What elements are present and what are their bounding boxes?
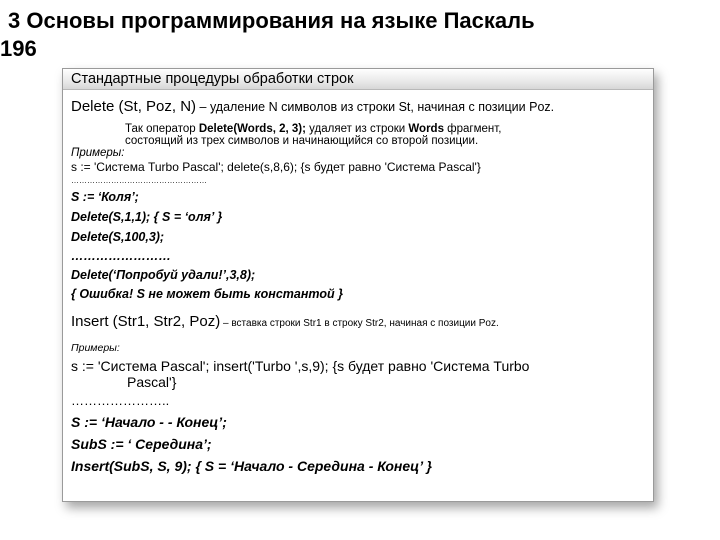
- card-title: Стандартные процедуры обработки строк: [63, 69, 653, 90]
- insert-example-line1: s := 'Система Pascal'; insert('Turbo ',s,9); {s будет равно 'Система Turbo: [71, 358, 530, 374]
- delete-note-mid: удаляет из строки: [305, 123, 409, 135]
- insert-code-line-3: Insert(SubS, S, 9); { S = ‘Начало - Середина - Конец’ }: [71, 458, 432, 474]
- delete-code-line-2: Delete(S,1,1); { S = ‘оля’ }: [71, 210, 223, 224]
- delete-code-line-6: { Ошибка! S не может быть константой }: [71, 287, 343, 301]
- page-number: 196: [0, 36, 37, 61]
- delete-note-code: Delete(Words, 2, 3);: [198, 123, 306, 135]
- delete-examples-label: Примеры:: [71, 147, 125, 159]
- delete-code-line-5: Delete(‘Попробуй удали!’,3,8);: [71, 268, 256, 282]
- insert-description: – вставка строки Str1 в строку Str2, начиная с позиции Poz.: [220, 318, 499, 329]
- page-title: 3 Основы программирования на языке Паскаль: [8, 8, 535, 33]
- delete-note-suffix: фрагмент,: [443, 123, 502, 135]
- delete-signature: Delete (St, Poz, N): [71, 98, 197, 115]
- insert-example-line2: Pascal'}: [127, 374, 177, 390]
- delete-code-line-1: S := ‘Коля’;: [71, 190, 139, 204]
- delete-note-line1: [125, 123, 501, 135]
- delete-note-prefix: Так оператор: [125, 123, 199, 135]
- insert-code-line-1: S := ‘Начало - - Конец’;: [71, 414, 227, 430]
- insert-signature: Insert (Str1, Str2, Poz): [71, 313, 221, 330]
- delete-dots: ……………………………………………: [71, 176, 207, 185]
- insert-examples-label: Примеры:: [71, 342, 120, 354]
- delete-code-line-4: ……………………: [71, 249, 171, 263]
- delete-example-line: s := 'Система Turbo Pascal'; delete(s,8,6); {s будет равно 'Система Pascal'}: [71, 160, 481, 174]
- delete-description: – удаление N символов из строки St, начиная с позиции Poz.: [196, 100, 555, 114]
- insert-definition: [71, 313, 499, 331]
- content-card: [62, 68, 654, 502]
- delete-definition: [71, 98, 554, 115]
- delete-note-word: Words: [408, 123, 444, 135]
- delete-note-line2: состоящий из трех символов и начинающийся со второй позиции.: [125, 135, 479, 147]
- insert-dots: …………………..: [71, 393, 170, 408]
- delete-code-line-3: Delete(S,100,3);: [71, 230, 165, 244]
- insert-code-line-2: SubS := ‘ Середина’;: [71, 436, 212, 452]
